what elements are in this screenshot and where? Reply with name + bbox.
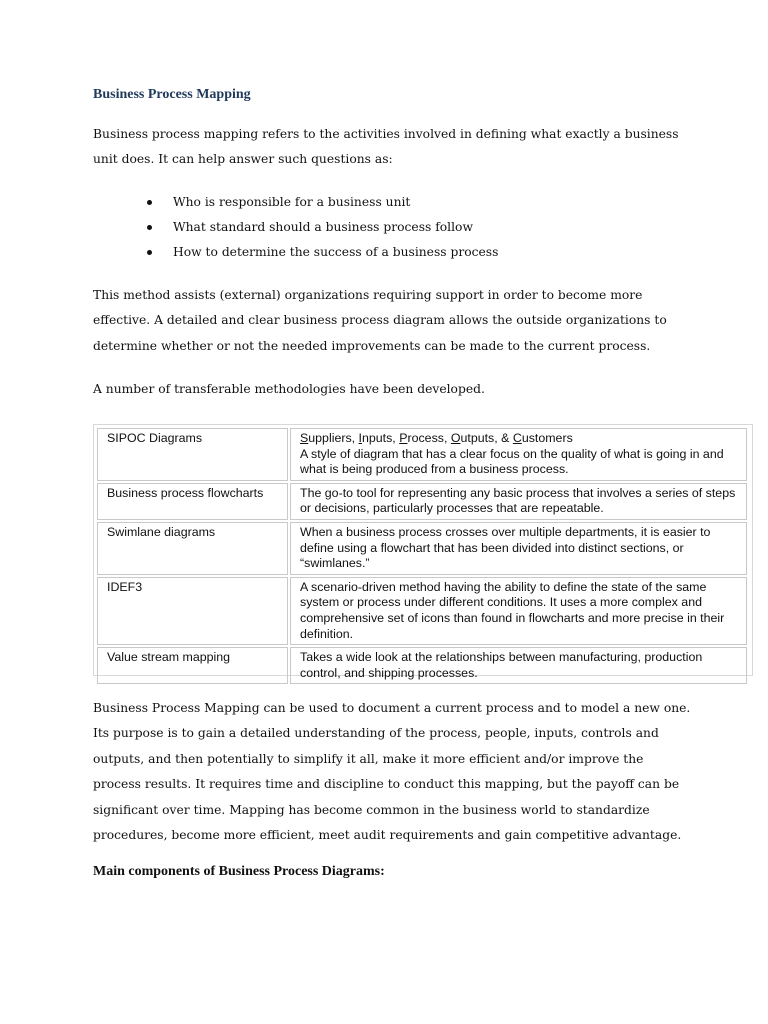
method-description-cell — [290, 428, 747, 481]
list-item: Who is responsible for a business unit — [145, 190, 498, 215]
table-row — [97, 577, 747, 645]
list-item: How to determine the success of a business process — [145, 240, 498, 265]
table-row — [97, 483, 747, 520]
sipoc-expansion: Suppliers, Inputs, Process, Outputs, & Customers — [300, 431, 573, 445]
intro-paragraph: Business process mapping refers to the activities involved in defining what exactly a business unit does. It can help answer such questions as: — [93, 127, 679, 167]
bullet-icon — [147, 200, 152, 205]
list-item: What standard should a business process follow — [145, 215, 498, 240]
question-list — [145, 190, 498, 265]
section-subheading: Main components of Business Process Diagrams: — [93, 864, 385, 879]
method-paragraph: This method assists (external) organizations requiring support in order to become more effective. A detailed and clear business process diagram allows the outside organizations to determine whether or not the needed improvements can be made to the current process. — [93, 288, 667, 353]
method-name-cell: IDEF3 — [97, 577, 288, 645]
bpm-paragraph: Business Process Mapping can be used to document a current process and to model a new one. Its purpose is to gain a detailed understanding of the process, people, inputs, controls and outputs, and then potentially to simplify it all, make it more efficient and/or improve the process results. It requires time and discipline to conduct this mapping, but the payoff can be significant over time. Mapping has become common in the business world to standardize procedures, become more efficient, meet audit requirements and gain competitive advantage. — [93, 701, 691, 843]
method-name-cell: Value stream mapping — [97, 647, 288, 684]
method-description-cell: A scenario-driven method having the ability to define the state of the same system or process under different conditions. It uses a more complex and comprehensive set of icons than found in flowcharts and more precise in their definition. — [290, 577, 747, 645]
table-row — [97, 647, 747, 684]
method-description-cell: When a business process crosses over multiple departments, it is easier to define using a flowchart that has been divided into distinct sections, or “swimlanes.” — [290, 522, 747, 575]
methodologies-paragraph: A number of transferable methodologies have been developed. — [93, 382, 485, 396]
method-name-cell: Business process flowcharts — [97, 483, 288, 520]
method-description-cell: Takes a wide look at the relationships between manufacturing, production control, and shipping processes. — [290, 647, 747, 684]
method-name-cell: Swimlane diagrams — [97, 522, 288, 575]
bullet-icon — [147, 250, 152, 255]
method-description: A style of diagram that has a clear focus on the quality of what is going in and what is being produced from a business process. — [300, 446, 724, 477]
table-row — [97, 522, 747, 575]
method-name-cell: SIPOC Diagrams — [97, 428, 288, 481]
methodologies-table — [95, 426, 749, 686]
bullet-icon — [147, 225, 152, 230]
method-description-cell: The go-to tool for representing any basic process that involves a series of steps or decisions, particularly processes that are repeatable. — [290, 483, 747, 520]
methodologies-table-image — [93, 424, 753, 680]
table-row — [97, 428, 747, 481]
page-title: Business Process Mapping — [93, 87, 251, 102]
